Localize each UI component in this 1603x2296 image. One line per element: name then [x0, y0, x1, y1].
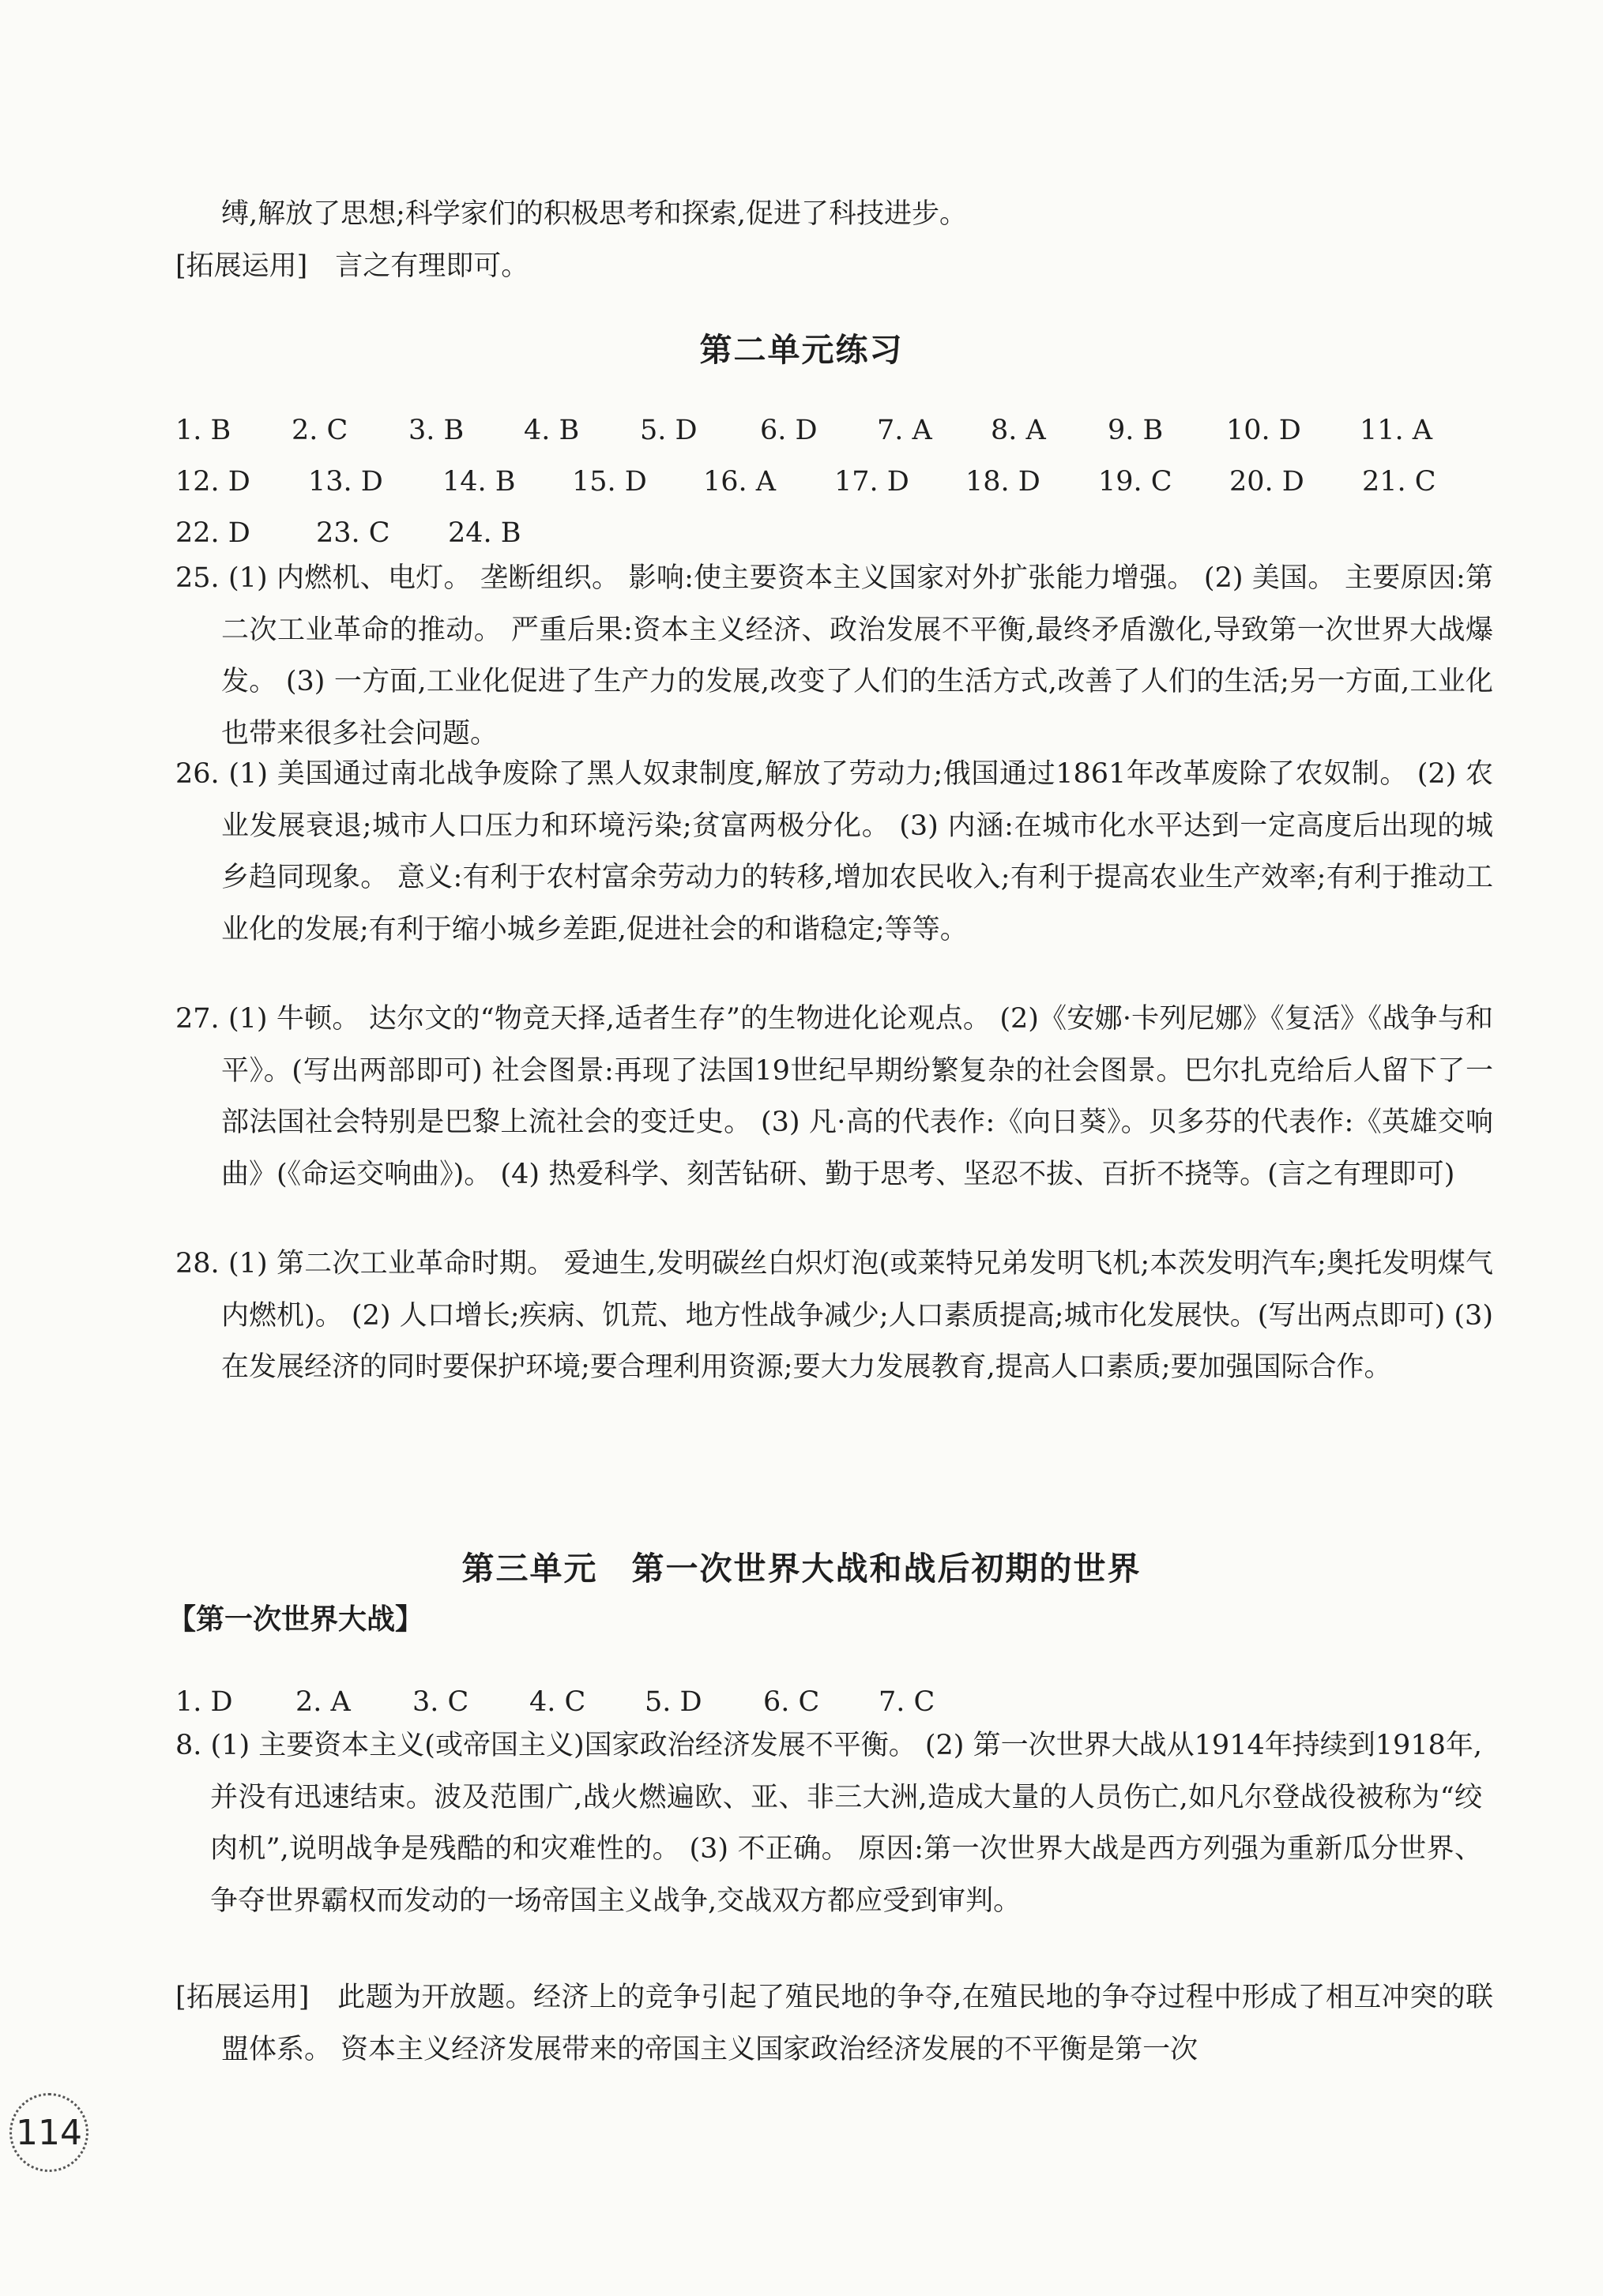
continued-text-line: 缚,解放了思想;科学家们的积极思考和探索,促进了科技进步。 — [221, 198, 968, 230]
answer: 22. D — [175, 517, 250, 549]
question-28-answer: 28. (1) 第二次工业革命时期。 爱迪生,发明碳丝白炽灯泡(或莱特兄弟发明飞机;本茨发明汽车;奥托发明煤气内燃机)。 (2) 人口增长;疾病、饥荒、地方性战争减少;人口素质提高;城市化发展快。(写出两点即可) (3) 在发展经济的同时要保护环境;要合理利用资源;要大力发展教育,提高人口素质;要加强国际合作。 — [175, 1248, 1493, 1383]
answer: 19. C — [1098, 466, 1172, 498]
answer: 3. B — [408, 415, 465, 446]
answer: 20. D — [1229, 466, 1304, 498]
answer: 2. C — [292, 415, 348, 446]
answer: 1. D — [175, 1686, 233, 1718]
unit2-title: 第二单元练习 — [699, 331, 904, 369]
answer: 7. C — [879, 1686, 935, 1718]
answer: 5. D — [645, 1686, 702, 1718]
answer: 7. A — [877, 415, 932, 446]
answer: 10. D — [1226, 415, 1301, 446]
answer: 8. A — [991, 415, 1046, 446]
answer: 14. B — [442, 466, 516, 498]
extension-answer-line: [拓展运用] 言之有理即可。 — [175, 250, 529, 282]
question-26-answer: 26. (1) 美国通过南北战争废除了黑人奴隶制度,解放了劳动力;俄国通过1861年改革废除了农奴制。 (2) 农业发展衰退;城市人口压力和环境污染;贫富两极分化。 (3) 内涵:在城市化水平达到一定高度后出现的城乡趋同现象。 意义:有利于农村富余劳动力的转移,增加农民收入;有利于提高农业生产效率;有利于推动工业化的发展;有利于缩小城乡差距,促进社会的和谐稳定;等等。 — [175, 758, 1493, 945]
answer: 3. C — [412, 1686, 469, 1718]
question-8-answer: 8. (1) 主要资本主义(或帝国主义)国家政治经济发展不平衡。 (2) 第一次世界大战从1914年持续到1918年,并没有迅速结束。波及范围广,战火燃遍欧、亚、非三大洲,造成大量的人员伤亡,如凡尔登战役被称为“绞肉机”,说明战争是残酷的和灾难性的。 (3) 不正确。 原因:第一次世界大战是西方列强为重新瓜分世界、争夺世界霸权而发动的一场帝国主义战争,交战双方都应受到审判。 — [175, 1730, 1482, 1917]
extension-answer: [拓展运用] 此题为开放题。经济上的竞争引起了殖民地的争夺,在殖民地的争夺过程中形成了相互冲突的联盟体系。 资本主义经济发展带来的帝国主义国家政治经济发展的不平衡是第一次 — [175, 1982, 1493, 2065]
answer: 17. D — [834, 466, 909, 498]
answer: 18. D — [965, 466, 1040, 498]
question-27-answer: 27. (1) 牛顿。 达尔文的“物竞天择,适者生存”的生物进化论观点。 (2)《安娜·卡列尼娜》《复活》《战争与和平》。(写出两部即可) 社会图景:再现了法国19世纪早期纷繁复杂的社会图景。巴尔扎克给后人留下了一部法国社会特别是巴黎上流社会的变迁史。 (3) 凡·高的代表作:《向日葵》。贝多芬的代表作:《英雄交响曲》(《命运交响曲》)。 (4) 热爱科学、刻苦钻研、勤于思考、坚忍不拔、百折不挠等。(言之有理即可) — [175, 1003, 1493, 1190]
answer: 4. C — [529, 1686, 586, 1718]
answer: 13. D — [308, 466, 383, 498]
unit3-title: 第三单元 第一次世界大战和战后初期的世界 — [461, 1550, 1142, 1588]
answer: 4. B — [524, 415, 580, 446]
answer: 15. D — [572, 466, 647, 498]
answer: 11. A — [1360, 415, 1433, 446]
answer: 23. C — [316, 517, 390, 549]
answer: 1. B — [175, 415, 231, 446]
answer: 12. D — [175, 466, 250, 498]
answer: 2. A — [295, 1686, 351, 1718]
answer: 21. C — [1362, 466, 1436, 498]
answer: 6. C — [763, 1686, 820, 1718]
section-heading: 【第一次世界大战】 — [167, 1603, 424, 1636]
answer: 16. A — [703, 466, 777, 498]
question-25-answer: 25. (1) 内燃机、电灯。 垄断组织。 影响:使主要资本主义国家对外扩张能力增强。 (2) 美国。 主要原因:第二次工业革命的推动。 严重后果:资本主义经济、政治发展不平衡,最终矛盾激化,导致第一次世界大战爆发。 (3) 一方面,工业化促进了生产力的发展,改变了人们的生活方式,改善了人们的生活;另一方面,工业化也带来很多社会问题。 — [175, 562, 1493, 750]
answer: 6. D — [760, 415, 818, 446]
answer: 5. D — [640, 415, 698, 446]
answer: 24. B — [448, 517, 521, 549]
page-number: 114 — [9, 2093, 88, 2172]
answer: 9. B — [1108, 415, 1164, 446]
